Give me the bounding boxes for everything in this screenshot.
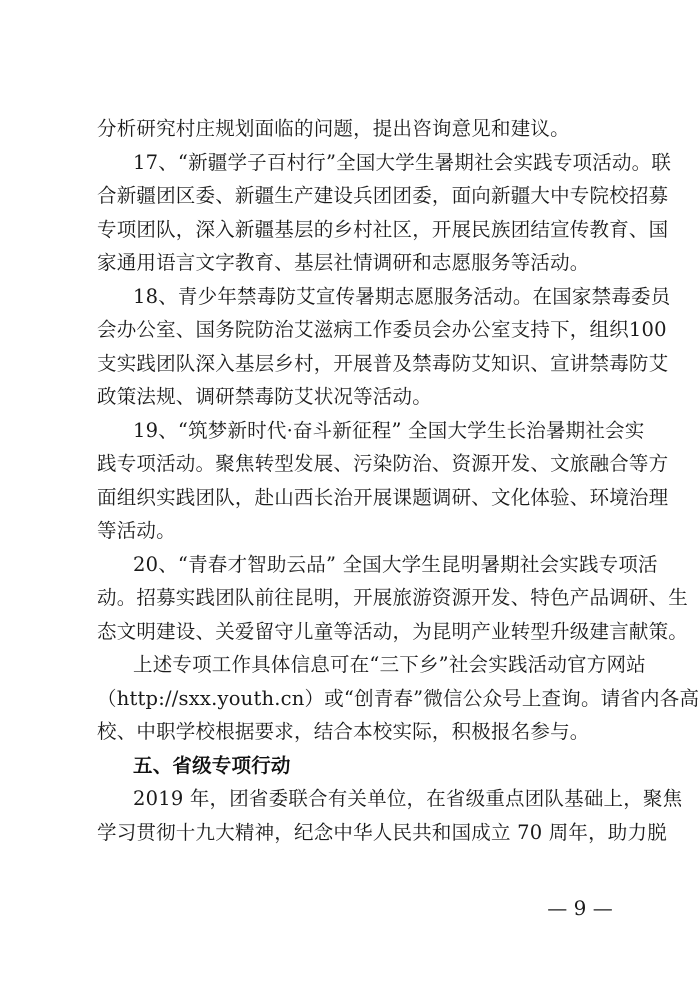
text-line: （http://sxx.youth.cn）或“创青春”微信公众号上查询。请省内各高 <box>97 686 700 710</box>
text-line: 20、“青春才智助云品” 全国大学生昆明暑期社会实践专项活 <box>133 552 658 576</box>
text-line: 18、青少年禁毒防艾宣传暑期志愿服务活动。在国家禁毒委员 <box>133 284 671 308</box>
text-line: 分析研究村庄规划面临的问题，提出咨询意见和建议。 <box>97 117 570 140</box>
text-line: 支实践团队深入基层乡村，开展普及禁毒防艾知识、宣讲禁毒防艾 <box>97 351 669 375</box>
text-line: 家通用语言文字教育、基层社情调研和志愿服务等活动。 <box>97 251 590 274</box>
text-line: 学习贯彻十九大精神，纪念中华人民共和国成立 70 周年，助力脱 <box>97 820 667 844</box>
text-line: 上述专项工作具体信息可在“三下乡”社会实践活动官方网站 <box>133 653 646 676</box>
text-line: 2019 年，团省委联合有关单位，在省级重点团队基础上，聚焦 <box>133 787 683 810</box>
text-line: 面组织实践团队，赴山西长治开展课题调研、文化体验、环境治理 <box>97 485 669 509</box>
text-line: 专项团队，深入新疆基层的乡村社区，开展民族团结宣传教育、国 <box>97 217 669 241</box>
text-line: 等活动。 <box>97 519 176 542</box>
text-line: 17、“新疆学子百村行”全国大学生暑期社会实践专项活动。联 <box>133 150 672 174</box>
text-line: 合新疆团区委、新疆生产建设兵团团委，面向新疆大中专院校招募 <box>97 184 669 207</box>
text-line: 会办公室、国务院防治艾滋病工作委员会办公室支持下，组织100 <box>97 318 667 341</box>
text-line: 态文明建设、关爱留守儿童等活动，为昆明产业转型升级建言献策。 <box>97 619 689 643</box>
text-line: 动。招募实践团队前往昆明，开展旅游资源开发、特色产品调研、生 <box>97 586 689 609</box>
text-line: 政策法规、调研禁毒防艾状况等活动。 <box>97 385 432 408</box>
text-line: 校、中职学校根据要求，结合本校实际，积极报名参与。 <box>97 720 590 743</box>
section-heading: 五、省级专项行动 <box>133 753 291 777</box>
document-body <box>97 112 700 849</box>
text-line: 践专项活动。聚焦转型发展、污染防治、资源开发、文旅融合等方 <box>97 452 669 475</box>
text-line: 19、“筑梦新时代·奋斗新征程” 全国大学生长治暑期社会实 <box>133 418 645 442</box>
page-number: — 9 — <box>547 896 613 920</box>
